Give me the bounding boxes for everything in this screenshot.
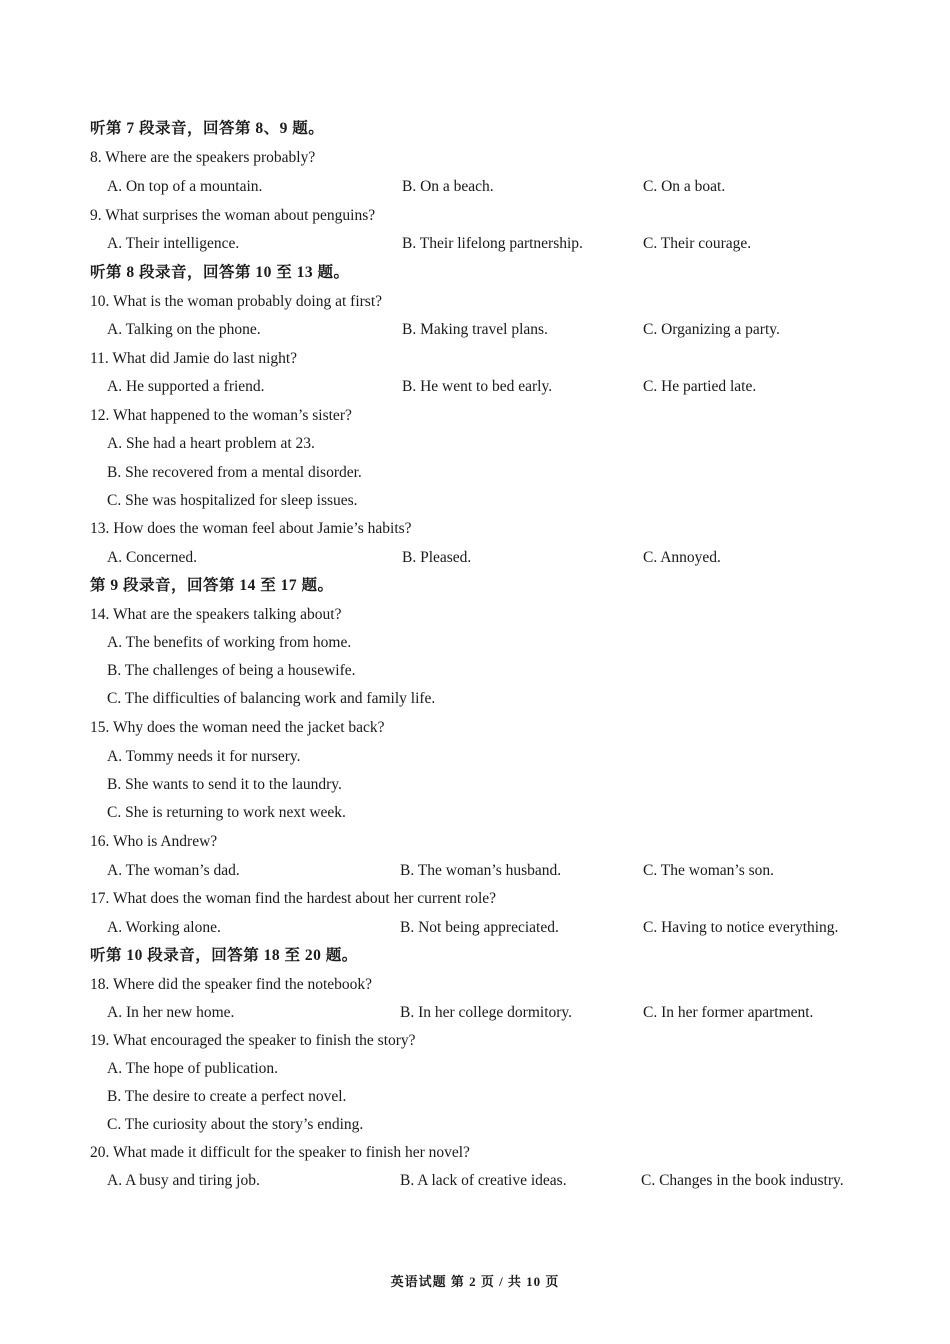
option-a: A. Their intelligence. xyxy=(107,235,240,252)
option-a: A. Tommy needs it for nursery. xyxy=(107,748,301,765)
page-footer: 英语试题 第 2 页 / 共 10 页 xyxy=(390,1274,560,1289)
option-b: B. The woman’s husband. xyxy=(400,862,562,879)
question-stem: 19. What encouraged the speaker to finish the story? xyxy=(90,1032,416,1049)
option-c: C. On a boat. xyxy=(643,178,726,195)
section-heading: 听第 8 段录音，回答第 10 至 13 题。 xyxy=(90,264,350,281)
question-stem: 18. Where did the speaker find the notebook? xyxy=(90,976,373,993)
option-b: B. A lack of creative ideas. xyxy=(400,1172,567,1189)
option-c: C. Their courage. xyxy=(643,235,752,252)
section-heading: 第 9 段录音，回答第 14 至 17 题。 xyxy=(90,577,334,594)
question-stem: 16. Who is Andrew? xyxy=(90,833,218,850)
option-a: A. The hope of publication. xyxy=(107,1060,279,1077)
option-b: B. Not being appreciated. xyxy=(400,919,559,936)
option-c: C. He partied late. xyxy=(643,378,757,395)
option-a: A. Concerned. xyxy=(107,549,197,566)
section-heading: 听第 10 段录音，回答第 18 至 20 题。 xyxy=(90,947,358,964)
option-b: B. Their lifelong partnership. xyxy=(402,235,583,252)
question-stem: 14. What are the speakers talking about? xyxy=(90,606,342,623)
option-b: B. Pleased. xyxy=(402,549,472,566)
question-stem: 15. Why does the woman need the jacket back? xyxy=(90,719,385,736)
option-b: B. The desire to create a perfect novel. xyxy=(107,1088,347,1105)
option-c: C. Organizing a party. xyxy=(643,321,780,338)
option-c: C. Changes in the book industry. xyxy=(641,1172,844,1189)
option-b: B. In her college dormitory. xyxy=(400,1004,573,1021)
option-b: B. She recovered from a mental disorder. xyxy=(107,464,362,481)
option-c: C. Annoyed. xyxy=(643,549,721,566)
option-a: A. She had a heart problem at 23. xyxy=(107,435,315,452)
option-b: B. She wants to send it to the laundry. xyxy=(107,776,342,793)
option-c: C. The woman’s son. xyxy=(643,862,775,879)
option-a: A. Talking on the phone. xyxy=(107,321,261,338)
option-c: C. Having to notice everything. xyxy=(643,919,839,936)
option-a: A. The benefits of working from home. xyxy=(107,634,352,651)
question-stem: 9. What surprises the woman about penguins? xyxy=(90,207,376,224)
option-a: A. On top of a mountain. xyxy=(107,178,263,195)
option-b: B. He went to bed early. xyxy=(402,378,553,395)
option-c: C. She is returning to work next week. xyxy=(107,804,346,821)
option-c: C. The curiosity about the story’s ending. xyxy=(107,1116,364,1133)
option-b: B. The challenges of being a housewife. xyxy=(107,662,356,679)
option-a: A. Working alone. xyxy=(107,919,221,936)
option-a: A. He supported a friend. xyxy=(107,378,265,395)
question-stem: 10. What is the woman probably doing at first? xyxy=(90,293,383,310)
question-stem: 20. What made it difficult for the speaker to finish her novel? xyxy=(90,1144,470,1161)
option-c: C. In her former apartment. xyxy=(643,1004,814,1021)
question-stem: 12. What happened to the woman’s sister? xyxy=(90,407,352,424)
section-heading: 听第 7 段录音，回答第 8、9 题。 xyxy=(90,120,325,137)
option-b: B. Making travel plans. xyxy=(402,321,548,338)
option-b: B. On a beach. xyxy=(402,178,494,195)
option-a: A. A busy and tiring job. xyxy=(107,1172,260,1189)
question-stem: 17. What does the woman find the hardest about her current role? xyxy=(90,890,497,907)
question-stem: 11. What did Jamie do last night? xyxy=(90,350,298,367)
option-c: C. She was hospitalized for sleep issues. xyxy=(107,492,358,509)
option-a: A. The woman’s dad. xyxy=(107,862,240,879)
option-c: C. The difficulties of balancing work and family life. xyxy=(107,690,436,707)
option-a: A. In her new home. xyxy=(107,1004,235,1021)
question-stem: 13. How does the woman feel about Jamie’s habits? xyxy=(90,520,412,537)
question-stem: 8. Where are the speakers probably? xyxy=(90,149,316,166)
